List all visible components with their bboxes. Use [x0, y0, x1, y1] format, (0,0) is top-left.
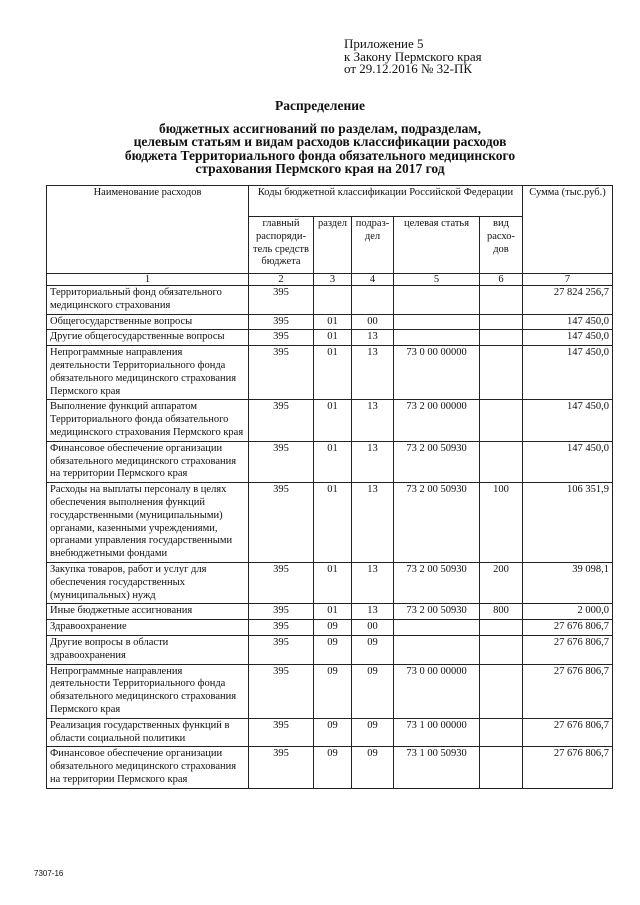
- target-code: [394, 314, 480, 330]
- target-code: 73 2 00 00000: [394, 400, 480, 441]
- expense-name: Иные бюджетные ассигнования: [47, 604, 249, 620]
- section-code: 01: [314, 483, 352, 563]
- sum-value: 27 824 256,7: [523, 286, 613, 315]
- admin-code: 395: [249, 400, 314, 441]
- sum-value: 106 351,9: [523, 483, 613, 563]
- table-row: [47, 346, 613, 400]
- title-line: бюджетных ассигнований по разделам, подразделам,: [159, 120, 481, 136]
- sum-value: 147 450,0: [523, 441, 613, 482]
- expense-name: Другие общегосударственные вопросы: [47, 330, 249, 346]
- section-code: 01: [314, 400, 352, 441]
- section-code: 01: [314, 314, 352, 330]
- table-row: [47, 314, 613, 330]
- type-code: [480, 620, 523, 636]
- expense-name: Непрограммные направления деятельности Территориального фонда обязательного медицинского страхования Пермского края: [47, 664, 249, 718]
- admin-code: 395: [249, 604, 314, 620]
- admin-code: 395: [249, 620, 314, 636]
- column-number: 3: [314, 274, 352, 286]
- sum-value: 27 676 806,7: [523, 718, 613, 747]
- appendix-header: [344, 38, 482, 76]
- expense-name: Здравоохранение: [47, 620, 249, 636]
- admin-code: 395: [249, 635, 314, 664]
- target-code: 73 1 00 00000: [394, 718, 480, 747]
- expense-name: Непрограммные направления деятельности Территориального фонда обязательного медицинского страхования Пермского края: [47, 346, 249, 400]
- subsection-code: 00: [352, 314, 394, 330]
- type-code: [480, 747, 523, 788]
- section-code: [314, 286, 352, 315]
- admin-code: 395: [249, 286, 314, 315]
- target-code: [394, 635, 480, 664]
- sum-value: 39 098,1: [523, 562, 613, 603]
- type-code: [480, 346, 523, 400]
- column-number: 2: [249, 274, 314, 286]
- target-code: 73 2 00 50930: [394, 441, 480, 482]
- expense-name: Другие вопросы в области здравоохранения: [47, 635, 249, 664]
- expense-name: Реализация государственных функций в области социальной политики: [47, 718, 249, 747]
- column-header-name: Наименование расходов: [47, 186, 249, 274]
- section-code: 09: [314, 718, 352, 747]
- admin-code: 395: [249, 346, 314, 400]
- expense-name: Закупка товаров, работ и услуг для обеспечения государственных (муниципальных) нужд: [47, 562, 249, 603]
- appendix-line: от 29.12.2016 № 32-ПК: [344, 61, 473, 76]
- expense-name: Финансовое обеспечение организации обязательного медицинского страхования на территории Пермского края: [47, 441, 249, 482]
- type-code: [480, 330, 523, 346]
- subsection-code: 13: [352, 330, 394, 346]
- type-code: 200: [480, 562, 523, 603]
- section-code: 09: [314, 664, 352, 718]
- table-row: [47, 400, 613, 441]
- target-code: 73 1 00 50930: [394, 747, 480, 788]
- type-code: [480, 314, 523, 330]
- admin-code: 395: [249, 664, 314, 718]
- subsection-code: 09: [352, 718, 394, 747]
- column-header-section: раздел: [314, 217, 352, 274]
- expense-name: Общегосударственные вопросы: [47, 314, 249, 330]
- subsection-code: 09: [352, 747, 394, 788]
- subsection-code: [352, 286, 394, 315]
- section-code: 09: [314, 635, 352, 664]
- sum-value: 147 450,0: [523, 346, 613, 400]
- table-row: [47, 747, 613, 788]
- sum-value: 147 450,0: [523, 314, 613, 330]
- section-code: 09: [314, 620, 352, 636]
- budget-table: [46, 185, 613, 789]
- type-code: [480, 635, 523, 664]
- column-number: 4: [352, 274, 394, 286]
- section-code: 01: [314, 346, 352, 400]
- table-row: [47, 286, 613, 315]
- column-number-row: [47, 274, 613, 286]
- sum-value: 27 676 806,7: [523, 747, 613, 788]
- expense-name: Финансовое обеспечение организации обязательного медицинского страхования на территории Пермского края: [47, 747, 249, 788]
- admin-code: 395: [249, 330, 314, 346]
- type-code: 100: [480, 483, 523, 563]
- title-line: бюджета Территориального фонда обязательного медицинского: [124, 147, 516, 163]
- sum-value: 147 450,0: [523, 400, 613, 441]
- section-code: 01: [314, 441, 352, 482]
- sum-value: 27 676 806,7: [523, 635, 613, 664]
- appendix-line: Приложение 5: [344, 36, 424, 51]
- admin-code: 395: [249, 441, 314, 482]
- subsection-code: 09: [352, 635, 394, 664]
- footer-code: 7307-16: [34, 869, 64, 878]
- table-row: [47, 620, 613, 636]
- column-header-codes: Коды бюджетной классификации Российской Федерации: [249, 186, 523, 217]
- column-number: 5: [394, 274, 480, 286]
- sum-value: 27 676 806,7: [523, 620, 613, 636]
- admin-code: 395: [249, 747, 314, 788]
- subsection-code: 13: [352, 483, 394, 563]
- column-header-target: целевая статья: [394, 217, 480, 274]
- section-code: 09: [314, 747, 352, 788]
- column-header-admin: главный распоряди-тель средств бюджета: [249, 217, 314, 274]
- table-row: [47, 483, 613, 563]
- type-code: [480, 286, 523, 315]
- type-code: 800: [480, 604, 523, 620]
- table-row: [47, 664, 613, 718]
- subsection-code: 09: [352, 664, 394, 718]
- table-row: [47, 635, 613, 664]
- admin-code: 395: [249, 314, 314, 330]
- target-code: 73 0 00 00000: [394, 664, 480, 718]
- sum-value: 2 000,0: [523, 604, 613, 620]
- target-code: 73 0 00 00000: [394, 346, 480, 400]
- table-row: [47, 330, 613, 346]
- admin-code: 395: [249, 483, 314, 563]
- type-code: [480, 664, 523, 718]
- type-code: [480, 400, 523, 441]
- title-line: страхования Пермского края на 2017 год: [195, 161, 445, 176]
- column-header-subsection: подраз-дел: [352, 217, 394, 274]
- table-row: [47, 441, 613, 482]
- column-number: 7: [523, 274, 613, 286]
- appendix-line: к Закону Пермского края: [344, 48, 482, 64]
- table-row: [47, 604, 613, 620]
- subsection-code: 00: [352, 620, 394, 636]
- type-code: [480, 718, 523, 747]
- title-line: Распределение: [274, 98, 366, 113]
- subsection-code: 13: [352, 400, 394, 441]
- expense-name: Расходы на выплаты персоналу в целях обеспечения выполнения функций государственными (муниципальными) органами, казенными учреждениями, органами управления государственными внебюджетными фондами: [47, 483, 249, 563]
- subsection-code: 13: [352, 604, 394, 620]
- target-code: [394, 286, 480, 315]
- subsection-code: 13: [352, 441, 394, 482]
- sum-value: 147 450,0: [523, 330, 613, 346]
- table-row: [47, 718, 613, 747]
- target-code: [394, 620, 480, 636]
- section-code: 01: [314, 330, 352, 346]
- title-line: целевым статьям и видам расходов классификации расходов: [133, 134, 507, 149]
- admin-code: 395: [249, 718, 314, 747]
- section-code: 01: [314, 562, 352, 603]
- document-title: [70, 99, 570, 176]
- admin-code: 395: [249, 562, 314, 603]
- target-code: 73 2 00 50930: [394, 483, 480, 563]
- sum-value: 27 676 806,7: [523, 664, 613, 718]
- target-code: [394, 330, 480, 346]
- expense-name: Выполнение функций аппаратом Территориального фонда обязательного медицинского страхования Пермского края: [47, 400, 249, 441]
- column-number: 1: [47, 274, 249, 286]
- type-code: [480, 441, 523, 482]
- subsection-code: 13: [352, 346, 394, 400]
- subsection-code: 13: [352, 562, 394, 603]
- column-header-sum: Сумма (тыс.руб.): [523, 186, 613, 274]
- target-code: 73 2 00 50930: [394, 562, 480, 603]
- column-number: 6: [480, 274, 523, 286]
- table-row: [47, 562, 613, 603]
- section-code: 01: [314, 604, 352, 620]
- column-header-type: вид расхо-дов: [480, 217, 523, 274]
- expense-name: Территориальный фонд обязательного медицинского страхования: [47, 286, 249, 315]
- target-code: 73 2 00 50930: [394, 604, 480, 620]
